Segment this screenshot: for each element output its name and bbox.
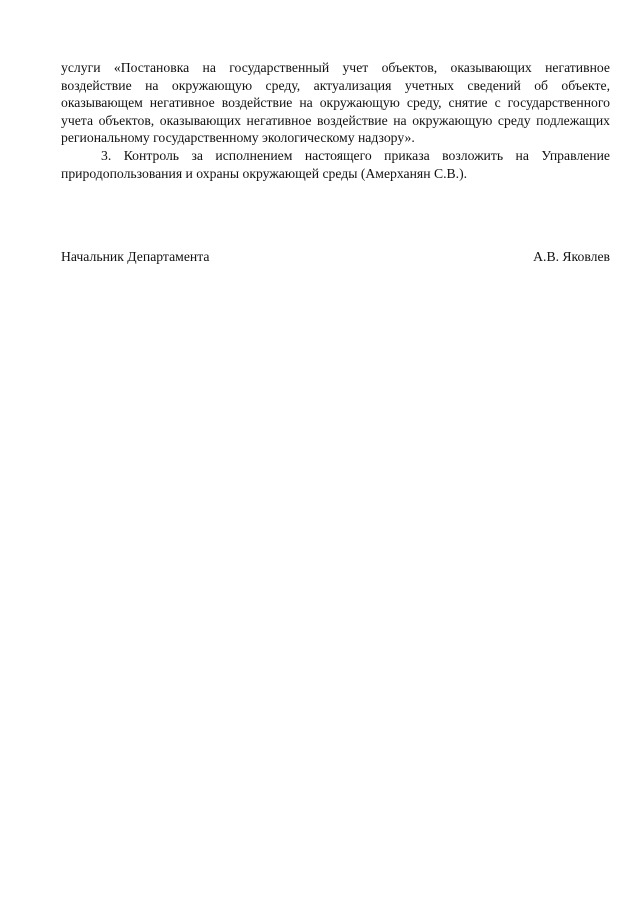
paragraph-3-control: 3. Контроль за исполнением настоящего приказа возложить на Управление природопользования и охраны окружающей среды (Амерханян С.В.). (61, 147, 610, 181)
signatory-position: Начальник Департамента (61, 249, 210, 264)
paragraph-continuation: услуги «Постановка на государственный учет объектов, оказывающих негативное воздействие на окружающую среду, актуализация учетных сведений об объекте, оказывающем негативное воздействие на окружающую среду, снятие с государственного учета объектов, оказывающих негативное воздействие на окружающую среду подлежащих региональному государственному экологическому надзору». (61, 60, 610, 146)
signature-block (61, 248, 610, 266)
document-body (61, 59, 610, 182)
signatory-name: А.В. Яковлев (533, 249, 610, 264)
